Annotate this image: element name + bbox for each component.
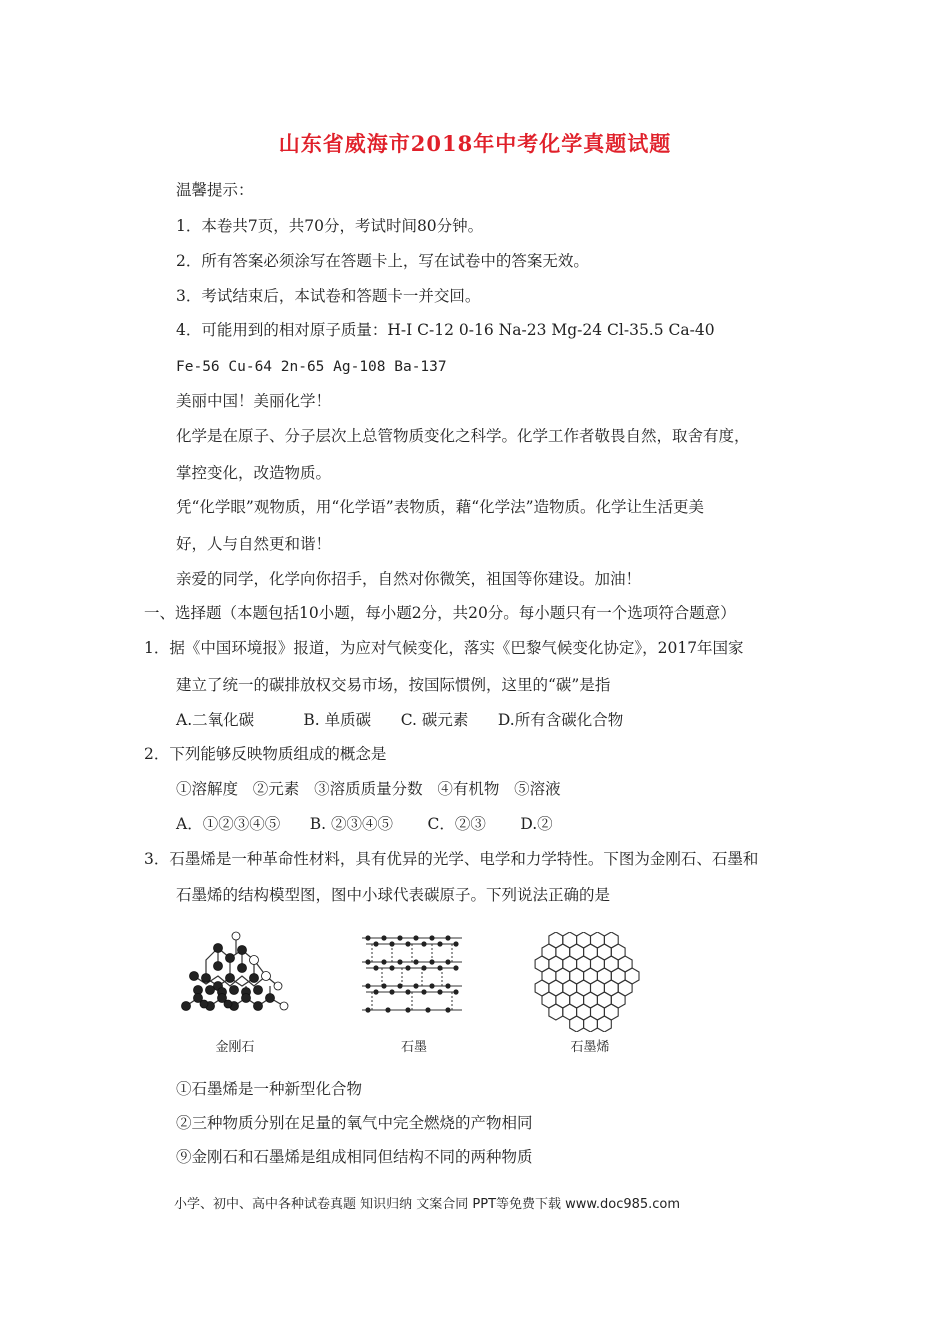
tip-item-atomic-masses: 4．可能用到的相对原子质量：H-I C-12 0-16 Na-23 Mg-24 Cl-35.5 Ca-40 <box>176 321 715 339</box>
intro-line: 凭“化学眼”观物质，用“化学语”表物质，藉“化学法”造物质。化学让生活更美 <box>176 498 705 516</box>
question-2-items: ①溶解度 ②元素 ③溶质质量分数 ④有机物 ⑤溶液 <box>176 780 561 798</box>
question-1-stem-cont: 建立了统一的碳排放权交易市场，按国际惯例，这里的“碳”是指 <box>176 676 611 694</box>
question-3-stem-cont: 石墨烯的结构模型图，图中小球代表碳原子。下列说法正确的是 <box>176 886 611 904</box>
diamond-caption: 金刚石 <box>215 1040 255 1055</box>
tip-item: 2．所有答案必须涂写在答题卡上，写在试卷中的答案无效。 <box>176 252 589 270</box>
graphene-hexagon <box>549 1004 563 1020</box>
intro-line: 化学是在原子、分子层次上总管物质变化之科学。化学工作者敬畏自然，取舍有度， <box>176 427 750 445</box>
statement-3: ⑨金刚石和石墨烯是组成相同但结构不同的两种物质 <box>176 1148 533 1166</box>
carbon-structures-figure <box>170 928 670 1060</box>
graphite-structure-image <box>358 928 468 1018</box>
graphene-hexagon <box>570 1016 584 1032</box>
graphite-caption: 石墨 <box>400 1040 427 1055</box>
graphene-hexagon <box>584 1016 598 1032</box>
question-2-options: A．①②③④⑤ B. ②③④⑤ C．②③ D.② <box>176 815 553 833</box>
question-1-options: A.二氧化碳 B. 单质碳 C. 碳元素 D.所有含碳化合物 <box>176 711 624 729</box>
graphene-caption: 石墨烯 <box>570 1040 610 1055</box>
statement-1: ①石墨烯是一种新型化合物 <box>176 1080 363 1098</box>
intro-line: 美丽中国！美丽化学！ <box>176 392 332 410</box>
section-heading: 一、选择题（本题包括10小题，每小题2分，共20分。每小题只有一个选项符合题意） <box>144 604 736 622</box>
intro-line: 好，人与自然更和谐！ <box>176 535 332 553</box>
question-1-stem: 1．据《中国环境报》报道，为应对气候变化，落实《巴黎气候变化协定》，2017年国家 <box>144 639 744 657</box>
intro-line: 掌控变化，改造物质。 <box>176 464 332 482</box>
tip-item: 1．本卷共7页，共70分，考试时间80分钟。 <box>176 217 484 235</box>
graphene-structure-image <box>532 932 642 1032</box>
atomic-masses-line2: Fe-56 Cu-64 2n-65 Ag-108 Ba-137 <box>176 359 447 375</box>
graphene-hexagon <box>597 1016 611 1032</box>
tips-heading: 温馨提示： <box>176 181 254 199</box>
page-title: 山东省威海市2018年中考化学真题试题 <box>278 131 672 156</box>
tip-item: 3．考试结束后，本试卷和答题卡一并交回。 <box>176 287 481 305</box>
statement-2: ②三种物质分别在足量的氧气中完全燃烧的产物相同 <box>176 1114 533 1132</box>
question-3-stem: 3．石墨烯是一种革命性材料，具有优异的光学、电学和力学特性。下图为金刚石、石墨和 <box>144 850 759 868</box>
footer-text: 小学、初中、高中各种试卷真题 知识归纳 文案合同 PPT等免费下载 www.doc985.com <box>174 1197 681 1212</box>
intro-line: 亲爱的同学，化学向你招手，自然对你微笑，祖国等你建设。加油！ <box>176 570 642 588</box>
question-2-stem: 2．下列能够反映物质组成的概念是 <box>144 745 387 763</box>
diamond-structure-image <box>170 928 300 1028</box>
